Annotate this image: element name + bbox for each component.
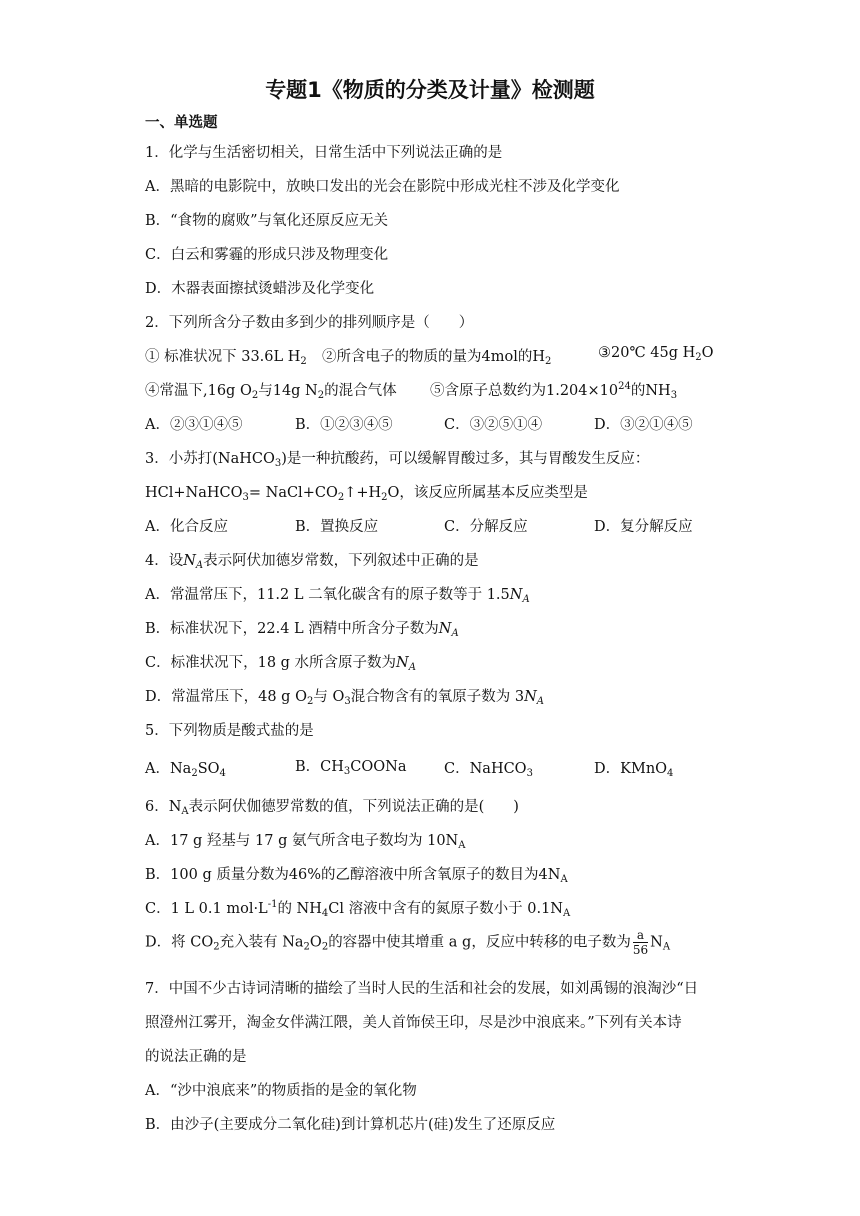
section-heading: 一、单选题 [145,115,218,131]
q2-option-a: A．②③①④⑤ [145,417,243,433]
q1-option-c: C．白云和雾霾的形成只涉及物理变化 [145,247,389,263]
document-title: 专题1《物质的分类及计量》检测题 [265,78,595,102]
q2-item-5: ⑤含原子总数约为$1.204\times 10^{24}$的$NH_3$ [430,381,678,401]
q7-option-a: A．“沙中浪底来”的物质指的是金的氧化物 [145,1083,417,1099]
q4-option-c: C．标准状况下，18 g 水所含原子数为$N_A$ [145,655,416,673]
q2-option-d: D．③②①④⑤ [594,417,693,433]
q4-option-a: A．常温常压下，11.2 L 二氧化碳含有的原子数等于 $1.5N_A$ [145,587,530,605]
q1-option-b: B．“食物的腐败”与氧化还原反应无关 [145,213,388,229]
q4-option-d: D．常温常压下，48 g $O_2$与 $O_3$混合物含有的氧原子数为 $3N_A$ [145,689,544,707]
q7-stem-line-3: 的说法正确的是 [145,1049,247,1065]
q5-option-c: C．NaHCO$_3$ [444,761,533,779]
q5-option-b: B．$CH_3COONa$ [295,759,407,777]
q4-option-b: B．标准状况下，22.4 L 酒精中所含分子数为$N_A$ [145,621,459,639]
q3-stem: 3．小苏打(NaHCO$_3$)是一种抗酸药，可以缓解胃酸过多，其与胃酸发生反应： [145,451,650,469]
q1-stem: 1．化学与生活密切相关，日常生活中下列说法正确的是 [145,145,503,161]
q1-option-a: A．黑暗的电影院中，放映口发出的光会在影院中形成光柱不涉及化学变化 [145,179,620,195]
q3-option-c: C．分解反应 [444,519,528,535]
q1-option-d: D．木器表面擦拭烫蜡涉及化学变化 [145,281,375,297]
q6-option-c: C．1 L 0.1 $mol\cdot L^{-1}$的 $NH_4Cl$ 溶液中含有的氮原子数小于 $0.1N_A$ [145,899,571,919]
q6-option-d: D．将 $CO_2$充入装有 $Na_2O_2$的容器中使其增重 a g，反应中转移的电子数为 $\frac{a}{56}$ $N_A$ [145,928,671,957]
q6-option-b: B．100 g 质量分数为46%的乙醇溶液中所含氧原子的数目为$4N_A$ [145,867,568,885]
q3-option-d: D．复分解反应 [594,519,693,535]
q3-option-a: A．化合反应 [145,519,228,535]
q2-option-c: C．③②⑤①④ [444,417,543,433]
q3-option-b: B．置换反应 [295,519,379,535]
q2-item-4: ④常温下,16g $O_2$与14g $N_2$的混合气体 [145,383,397,401]
q7-stem-line-1: 7．中国不少古诗词清晰的描绘了当时人民的生活和社会的发展，如刘禹锡的浪淘沙“日 [145,981,699,997]
q6-option-a: A．17 g 羟基与 17 g 氨气所含电子数均为 $10N_A$ [145,833,466,851]
q4-stem: 4．设$N_A$表示阿伏加德岁常数，下列叙述中正确的是 [145,553,479,571]
q6-stem: 6．$N_A$表示阿伏伽德罗常数的值，下列说法正确的是( ) [145,799,519,817]
q2-item-1: ① 标准状况下 33.6L $H_2$ [145,349,307,367]
q7-option-b: B．由沙子(主要成分二氧化硅)到计算机芯片(硅)发生了还原反应 [145,1117,556,1133]
q3-equation: HCl+NaHCO$_3$= $NaCl+CO_2↑+H_2O$，该反应所属基本反应类型是 [145,485,588,503]
q2-item-2: ②所含电子的物质的量为4mol的$H_2$ [322,349,552,367]
q5-option-d: D．KMnO$_4$ [594,761,674,779]
q2-option-b: B．①②③④⑤ [295,417,393,433]
q2-item-3: ③20℃ 45g $H_2O$ [598,345,714,363]
q7-stem-line-2: 照澄州江雾开，淘金女伴满江隈，美人首饰侯王印，尽是沙中浪底来。”下列有关本诗 [145,1015,682,1031]
q2-stem: 2．下列所含分子数由多到少的排列顺序是（ ） [145,315,474,331]
q5-option-a: A．$Na_2SO_4$ [145,761,226,779]
q5-stem: 5．下列物质是酸式盐的是 [145,723,314,739]
fraction: $\frac{a}{56}$ [632,928,649,957]
